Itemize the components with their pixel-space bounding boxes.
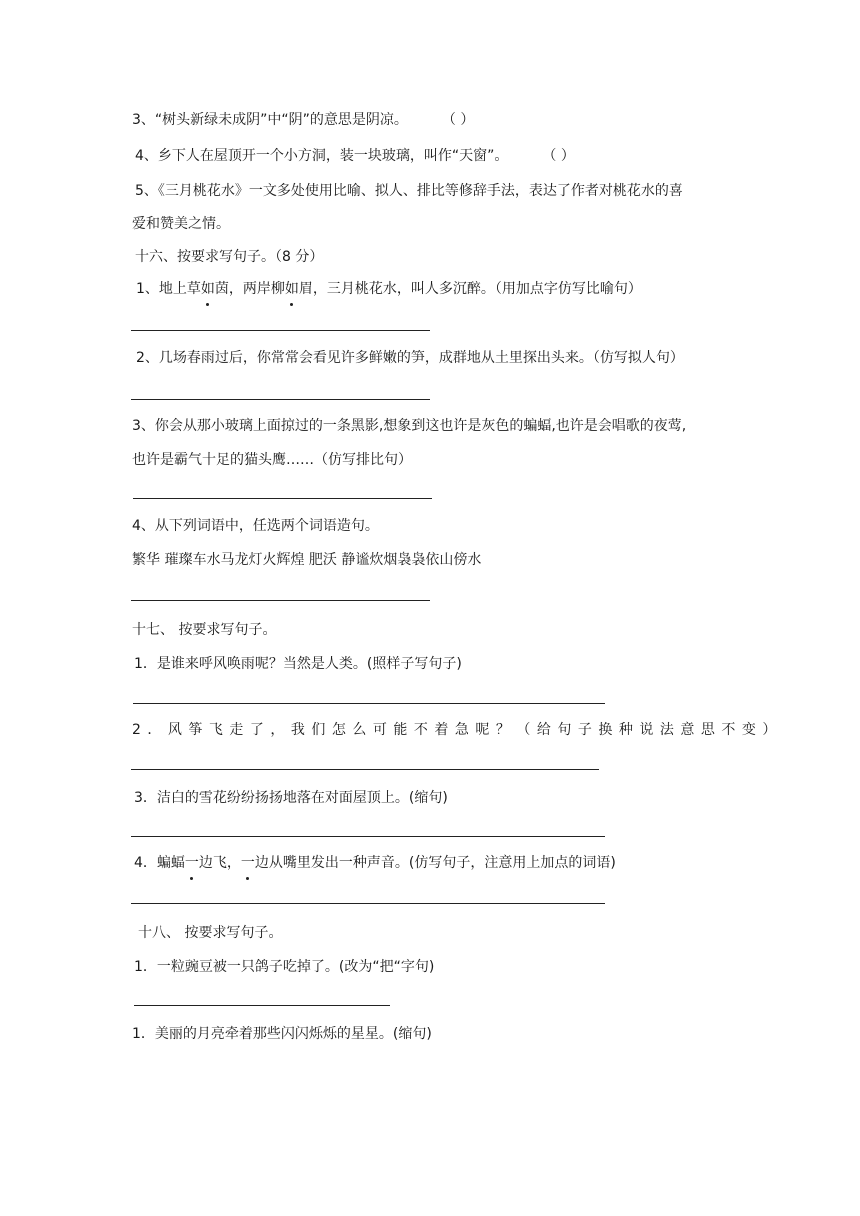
q-text: 从嘴里发出一种声音。(仿写句子，注意用上加点的词语) — [268, 855, 616, 871]
answer-line[interactable] — [131, 600, 430, 601]
judgement-text: 3、“树头新绿未成阴”中“阴”的意思是阴凉。 — [132, 112, 408, 128]
s17-question-4 — [134, 853, 616, 873]
s18-question-1: 1．一粒豌豆被一只鸽子吃掉了。(改为“把“字句) — [134, 959, 435, 975]
answer-line[interactable] — [131, 903, 605, 904]
q-text: 边 — [254, 855, 269, 871]
judgement-5-line2: 爱和赞美之情。 — [132, 216, 230, 232]
s16-question-1 — [136, 279, 642, 299]
s16-question-4: 4、从下列词语中，任选两个词语造句。 — [132, 518, 379, 534]
judgement-3 — [132, 110, 474, 130]
judgement-4 — [135, 146, 575, 166]
s17-question-1: 1．是谁来呼风唤雨呢？当然是人类。(照样子写句子) — [134, 656, 462, 672]
answer-line[interactable] — [133, 498, 432, 499]
answer-line[interactable] — [131, 836, 605, 837]
s18-question-2: 1．美丽的月亮牵着那些闪闪烁烁的星星。(缩句) — [132, 1026, 432, 1042]
answer-line[interactable] — [133, 703, 605, 704]
section-16-heading: 十六、按要求写句子。（8 分） — [135, 249, 324, 265]
answer-line[interactable] — [134, 1005, 390, 1006]
emphasis-char: 如 — [284, 281, 299, 297]
emphasis-char: 如 — [200, 281, 215, 297]
q-text: 4．蝙蝠 — [134, 855, 185, 871]
s16-word-list: 繁华 璀璨车水马龙灯火辉煌 肥沃 静谧炊烟袅袅依山傍水 — [132, 552, 482, 568]
s17-question-3: 3．洁白的雪花纷纷扬扬地落在对面屋顶上。(缩句) — [134, 790, 448, 806]
answer-line[interactable] — [131, 330, 430, 331]
q-text: 眉，三月桃花水，叫人多沉醉。（用加点字仿写比喻句） — [298, 281, 642, 297]
s16-question-3-line1: 3、你会从那小玻璃上面掠过的一条黑影,想象到这也许是灰色的蝙蝠,也许是会唱歌的夜莺, — [132, 418, 687, 434]
judgement-text: 4、乡下人在屋顶开一个小方洞，装一块玻璃，叫作“天窗”。 — [135, 148, 509, 164]
answer-line[interactable] — [131, 399, 430, 400]
s16-question-3-line2: 也许是霸气十足的猫头鹰……（仿写排比句） — [132, 452, 412, 468]
section-17-heading: 十七、 按要求写句子。 — [132, 622, 277, 638]
answer-parentheses[interactable]: （ ） — [441, 112, 475, 128]
emphasis-char: 一 — [184, 855, 199, 871]
s17-question-2: 2．风筝飞走了，我们怎么可能不着急呢？（给句子换种说法意思不变） — [132, 722, 783, 738]
q-text: 1、地上草 — [136, 281, 201, 297]
emphasis-char: 一 — [240, 855, 255, 871]
section-18-heading: 十八、 按要求写句子。 — [138, 925, 283, 941]
q-text: 边飞， — [198, 855, 241, 871]
answer-line[interactable] — [131, 769, 599, 770]
judgement-5-line1: 5、《三月桃花水》一文多处使用比喻、拟人、排比等修辞手法，表达了作者对桃花水的喜 — [135, 183, 683, 199]
q-text: 茵，两岸柳 — [214, 281, 285, 297]
s16-question-2: 2、几场春雨过后，你常常会看见许多鲜嫩的笋，成群地从土里探出头来。（仿写拟人句） — [136, 350, 684, 366]
answer-parentheses[interactable]: （ ） — [542, 148, 575, 164]
